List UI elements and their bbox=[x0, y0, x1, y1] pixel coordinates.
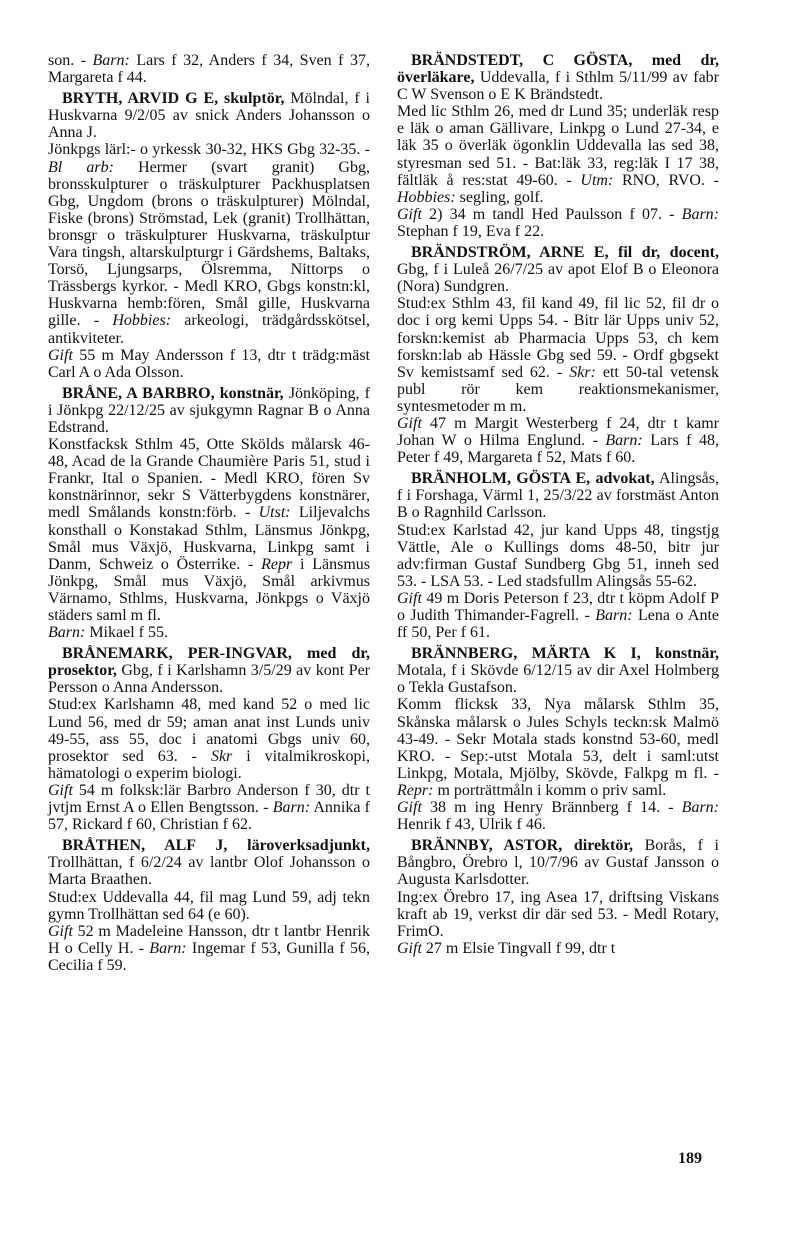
biography-entry bbox=[48, 837, 370, 974]
biography-entry bbox=[397, 52, 719, 240]
entry-name: BRÄNHOLM, GÖSTA E, advokat, bbox=[411, 470, 655, 488]
entry-text: Annika f 57, Rickard f 60, Christian f 62. bbox=[48, 799, 371, 834]
entry-text: Stud:ex Sthlm 43, fil kand 49, fil lic 52, fil dr o doc i org kemi Upps 54. - Bitr lär Upps univ 52, forskn:kemist ab Pharmacia Upps 53, ch kem forskn:lab ab Hässle Gbg sed 59. - Ordf gbgsekt Sv kemistsamf sed 62. - bbox=[397, 295, 719, 381]
entry-heading-paragraph bbox=[397, 52, 719, 103]
entry-heading-paragraph bbox=[48, 52, 370, 86]
biography-entry bbox=[397, 470, 719, 641]
entry-text: 55 m May Andersson f 13, dtr t trädg:mäst Carl A o Ada Olsson. bbox=[48, 346, 370, 381]
field-label: Skr: bbox=[569, 363, 596, 381]
field-label: Barn: bbox=[681, 205, 719, 223]
field-label: Gift bbox=[48, 346, 73, 364]
entry-paragraph bbox=[48, 624, 370, 641]
entry-text: 2) 34 m tandl Hed Paulsson f 07. - bbox=[421, 205, 682, 223]
entry-text: ett 50-tal vetensk publ rör kem reaktionsmekanismer, syntesmetoder m m. bbox=[397, 363, 719, 415]
entry-text: Stud:ex Uddevalla 44, fil mag Lund 59, adj tekn gymn Trollhättan sed 64 (e 60). bbox=[48, 888, 370, 923]
field-label: Utst: bbox=[258, 504, 291, 522]
field-label: Gift bbox=[397, 939, 422, 957]
entry-text: Med lic Sthlm 26, med dr Lund 35; underläk resp e läk o aman Gällivare, Linkpg o Lund 27-34, e läk 35 o överläk ögonklin Uddevalla las sed 38, styresman sed 51. - Bat:läk 33, reg:läk I 17 38, fältläk å res:stat 49-60. - bbox=[397, 103, 719, 189]
entry-paragraph bbox=[397, 696, 719, 799]
field-label: Gift bbox=[48, 922, 73, 940]
entry-text: Hermer (svart granit) Gbg, bronsskulpturer o träskulpturer Packhusplatsen Gbg, Ungdom (brons o träskulpturer) Mölndal, Fiske (brons) Strömstad, Lek (granit) Trollhättan, bronsgr o träskulpturer Huskvarna, träskulptur Vara tingsh, altarskulpturgr i Gärdshems, Baltaks, Torsö, Ljungsarps, Ölsremma, Nittorps o Trässbergs kyrkor. - Medl KRO, Gbgs konstn:kl, Huskvarna hemb:fören, Smål gille, Huskvarna gille. - bbox=[48, 158, 370, 330]
field-label: Gift bbox=[397, 205, 422, 223]
field-label: Barn: bbox=[681, 799, 719, 817]
field-label: Repr bbox=[261, 555, 293, 573]
entry-paragraph bbox=[397, 522, 719, 590]
entry-paragraph bbox=[397, 590, 719, 641]
entry-heading-paragraph bbox=[48, 645, 370, 696]
biography-entry bbox=[48, 385, 370, 641]
field-label: Gift bbox=[397, 414, 422, 432]
entry-text: Mölndal, f i Huskvarna 9/2/05 av snick Anders Johansson o Anna J. bbox=[48, 90, 371, 142]
field-label: Barn: bbox=[605, 432, 643, 450]
entry-text: 38 m ing Henry Brännberg f 14. - bbox=[421, 799, 682, 817]
biography-entry bbox=[397, 837, 719, 957]
entry-text: Alingsås, f i Forshaga, Värml 1, 25/3/22 av forstmäst Anton B o Ragnhild Carlsson. bbox=[397, 470, 719, 522]
entry-text: 49 m Doris Peterson f 23, dtr t köpm Adolf P o Judith Thimander-Fagrell. - bbox=[397, 589, 719, 624]
entry-text: Konstfacksk Sthlm 45, Otte Skölds målarsk 46-48, Acad de la Grande Chaumière Paris 51, stud i Frankr, Ital o Spanien. - Medl KRO, fören Sv konstnärinnor, sekr S Vätterbygdens konstnärer, medl Smålands konstn:förb. - bbox=[48, 436, 370, 522]
entry-paragraph bbox=[397, 295, 719, 415]
field-label: Hobbies: bbox=[397, 188, 456, 206]
entry-paragraph bbox=[397, 415, 719, 466]
entry-heading-paragraph bbox=[397, 837, 719, 888]
entry-text: Stud:ex Karlstad 42, jur kand Upps 48, tingstjg Vättle, Ale o Kullings doms 48-50, bitr jur adv:firman Gustaf Sundberg Gbg 51, inneh sed 53. - LSA 53. - Led stadsfullm Alingsås 55-62. bbox=[397, 521, 719, 590]
field-label: Hobbies: bbox=[112, 312, 172, 330]
page-number: 189 bbox=[678, 1150, 702, 1167]
field-label: Barn: bbox=[92, 52, 130, 69]
entry-text: Stephan f 19, Eva f 22. bbox=[397, 222, 545, 240]
entry-text: Trollhättan, f 6/2/24 av lantbr Olof Johansson o Marta Braathen. bbox=[48, 854, 370, 889]
field-label: Gift bbox=[397, 799, 422, 817]
entry-text: 52 m Madeleine Hansson, dtr t lantbr Henrik H o Celly H. - bbox=[48, 922, 370, 957]
entry-text: 54 m folksk:lär Barbro Anderson f 30, dtr t jvtjm Ernst A o Ellen Bengtsson. - bbox=[48, 781, 370, 817]
entry-text: segling, golf. bbox=[455, 188, 544, 206]
entry-text: arkeologi, trädgårdsskötsel, antikviteter. bbox=[48, 312, 370, 347]
biography-entry bbox=[397, 645, 719, 833]
entry-paragraph bbox=[397, 799, 719, 833]
entry-name: BRÅNEMARK, PER-INGVAR, med dr, prosektor, bbox=[48, 645, 370, 680]
entry-text: Borås, f i Bångbro, Örebro l, 10/7/96 av Gustaf Jansson o Augusta Karlsdotter. bbox=[397, 837, 720, 889]
entry-paragraph bbox=[48, 347, 370, 381]
biography-entry bbox=[397, 244, 719, 466]
entry-paragraph bbox=[397, 206, 719, 240]
field-label: Utm: bbox=[580, 171, 614, 189]
field-label: Repr: bbox=[397, 781, 434, 799]
biography-entry bbox=[48, 645, 370, 833]
entry-text: Lena o Ante ff 50, Per f 61. bbox=[397, 607, 719, 642]
field-label: Barn: bbox=[48, 624, 86, 642]
entry-name: BRYTH, ARVID G E, skulptör, bbox=[62, 90, 285, 108]
entry-name: BRÅNE, A BARBRO, konstnär, bbox=[62, 384, 284, 402]
entry-text: Liljevalchs konsthall o Konstakad Sthlm, Länsmus Jönkpg, Smål mus Växjö, Huskvarna, Linkpg samt i Danm, Schweiz o Österrike. - bbox=[48, 504, 370, 573]
biography-entry bbox=[48, 52, 370, 86]
entry-text: i Länsmus Jönkpg, Smål mus Växjö, Smål arkivmus Värnamo, Sthlms, Huskvarna, Jönkpgs o Växjö städers saml m fl. bbox=[48, 555, 370, 624]
entry-text: Ing:ex Örebro 17, ing Asea 17, driftsing Viskans kraft ab 19, verkst dir där sed 53. - Medl Rotary, FrimO. bbox=[397, 888, 719, 940]
right-column bbox=[397, 52, 719, 961]
entry-text: 27 m Elsie Tingvall f 99, dtr t bbox=[421, 939, 616, 957]
field-label: Barn: bbox=[149, 939, 187, 957]
entry-text: Lars f 48, Peter f 49, Margareta f 52, Mats f 60. bbox=[397, 432, 719, 467]
entry-text: 47 m Margit Westerberg f 24, dtr t kamr Johan W o Hilma Englund. - bbox=[397, 414, 719, 450]
entry-name: BRÄNNBY, ASTOR, direktör, bbox=[411, 837, 633, 855]
entry-paragraph bbox=[397, 940, 719, 957]
entry-heading-paragraph bbox=[48, 837, 370, 888]
field-label: Gift bbox=[48, 781, 73, 799]
entry-text: Komm flicksk 33, Nya målarsk Sthlm 35, Skånska målarsk o Jules Schyls teckn:sk Malmö 43-49. - Sekr Motala stads konstnd 53-60, medl KRO. - Sep:-utst Motala 53, delt i saml:utst Linkpg, Motala, Mjölby, Skövde, Falkpg m fl. - bbox=[397, 696, 719, 782]
field-label: Gift bbox=[397, 589, 422, 607]
entry-paragraph bbox=[48, 696, 370, 781]
entry-heading-paragraph bbox=[397, 645, 719, 696]
entry-paragraph bbox=[397, 103, 719, 206]
field-label: Barn: bbox=[595, 607, 633, 624]
entry-text: Jönkpgs lärl:- o yrkessk 30-32, HKS Gbg 32-35. - bbox=[48, 141, 370, 159]
entry-text: Jönköping, f i Jönkpg 22/12/25 av sjukgymn Ragnar B o Anna Edstrand. bbox=[48, 384, 370, 436]
field-label: Bl arb: bbox=[48, 158, 114, 176]
entry-heading-paragraph bbox=[397, 470, 719, 521]
entry-text: son. - bbox=[48, 52, 93, 69]
entry-paragraph bbox=[48, 436, 370, 624]
entry-text: Ingemar f 53, Gunilla f 56, Cecilia f 59. bbox=[48, 939, 371, 974]
entry-heading-paragraph bbox=[48, 90, 370, 141]
entry-paragraph bbox=[48, 889, 370, 923]
entry-text: m porträttmåln i komm o priv saml. bbox=[433, 781, 667, 799]
entry-name: BRÄNNBERG, MÄRTA K I, konstnär, bbox=[411, 645, 719, 663]
entry-text: RNO, RVO. - bbox=[613, 171, 720, 189]
entry-text: Motala, f i Skövde 6/12/15 av dir Axel Holmberg o Tekla Gustafson. bbox=[397, 662, 719, 697]
entry-text: Lars f 32, Anders f 34, Sven f 37, Margareta f 44. bbox=[48, 52, 370, 87]
entry-text: Stud:ex Karlshamn 48, med kand 52 o med lic Lund 56, med dr 59; aman anat inst Lunds univ 49-55, ass 55, doc i anatomi Gbgs univ 60, prosektor sed 63. - bbox=[48, 696, 370, 765]
entry-name: BRÄNDSTRÖM, ARNE E, fil dr, docent, bbox=[411, 244, 719, 262]
entry-text: i vitalmikroskopi, hämatologi o experim biologi. bbox=[48, 747, 370, 782]
entry-heading-paragraph bbox=[397, 244, 719, 295]
entry-paragraph bbox=[48, 141, 370, 346]
field-label: Barn: bbox=[272, 799, 311, 817]
entry-paragraph bbox=[397, 889, 719, 940]
entry-text: Gbg, f i Luleå 26/7/25 av apot Elof B o Eleonora (Nora) Sundgren. bbox=[397, 261, 719, 296]
entry-name: BRÄNDSTEDT, C GÖSTA, med dr, överläkare, bbox=[397, 52, 719, 87]
entry-text: Gbg, f i Karlshamn 3/5/29 av kont Per Persson o Anna Andersson. bbox=[48, 662, 370, 697]
entry-text: Mikael f 55. bbox=[85, 624, 168, 642]
entry-name: BRÅTHEN, ALF J, läroverksadjunkt, bbox=[62, 837, 370, 855]
entry-text: Henrik f 43, Ulrik f 46. bbox=[397, 816, 546, 834]
entry-paragraph bbox=[48, 782, 370, 833]
left-column bbox=[48, 52, 370, 978]
entry-heading-paragraph bbox=[48, 385, 370, 436]
entry-paragraph bbox=[48, 923, 370, 974]
biography-entry bbox=[48, 90, 370, 381]
entry-text: Uddevalla, f i Sthlm 5/11/99 av fabr C W Svenson o E K Brändstedt. bbox=[397, 69, 719, 104]
field-label: Skr bbox=[210, 747, 233, 765]
